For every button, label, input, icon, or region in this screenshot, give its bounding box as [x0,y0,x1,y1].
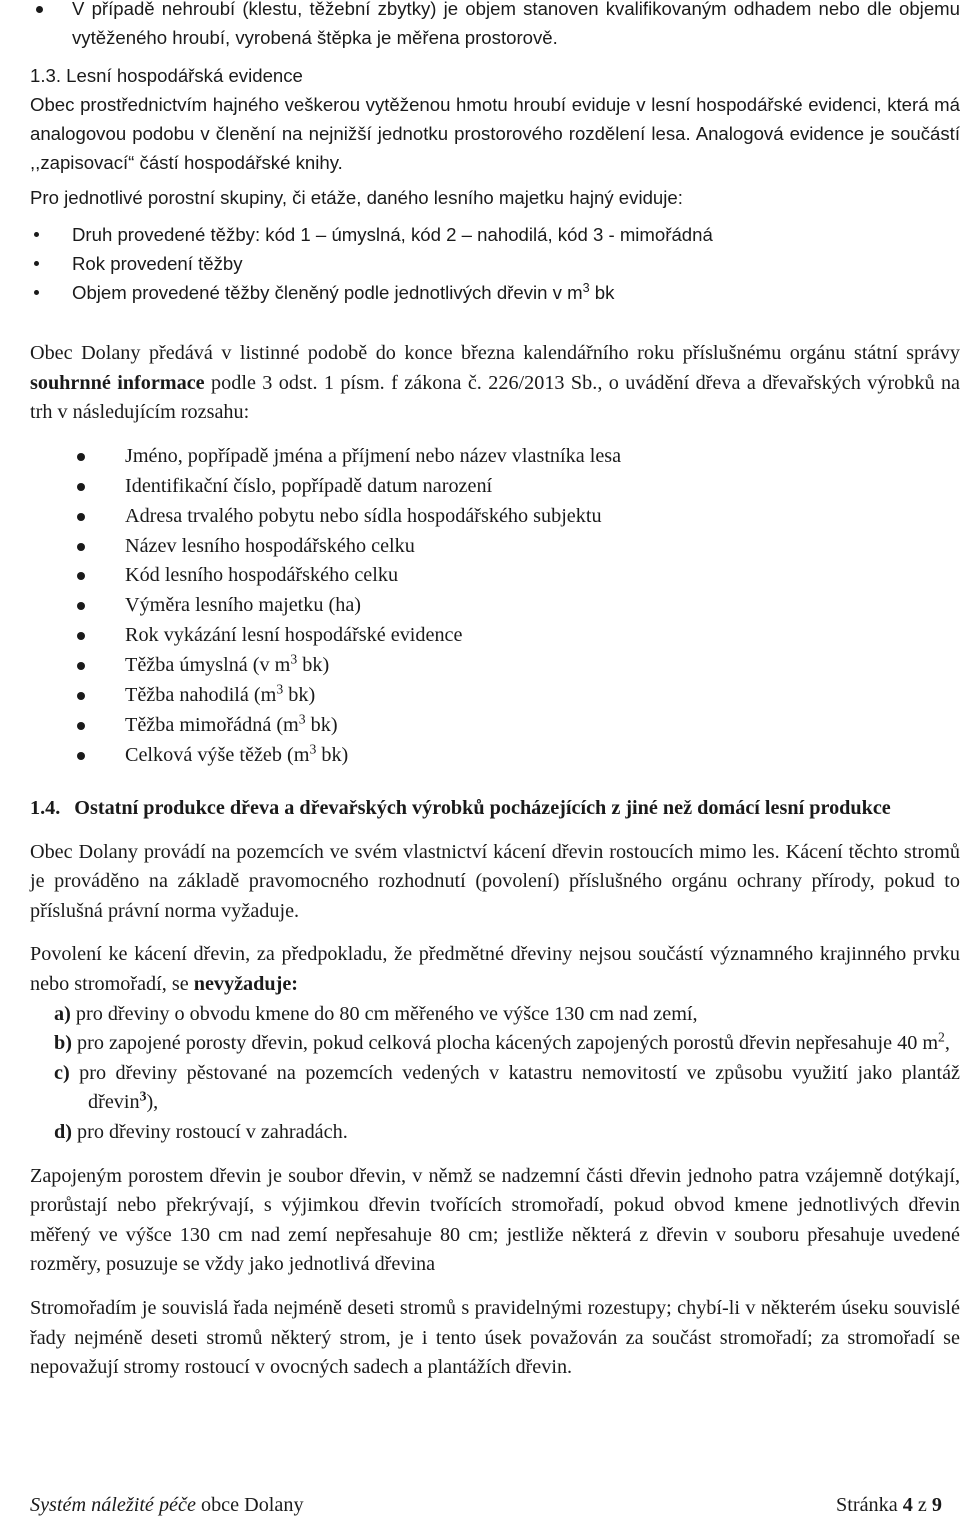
list-item-text: Druh provedené těžby: kód 1 – úmyslná, kód 2 – nahodilá, kód 3 - mimořádná [72,224,713,245]
section-1-4-para1: Obec Dolany provádí na pozemcích ve svém vlastnictví kácení dřevin rostoucích mimo les. Kácení těchto stromů je prováděno na základě pravomocného rozhodnutí (povolení) příslušného orgánu ochrany přírody, pokud to příslušná právní norma vyžaduje. [30,840,960,922]
bullet-icon [77,662,85,670]
condition-text: pro zapojené porosty dřevin, pokud celková plocha kácených zapojených porostů dřevin nepřesahuje 40 m [71,1032,939,1055]
superscript: 3 [290,651,298,667]
list-item [30,681,960,711]
list-item [30,442,960,472]
bullet-icon [77,453,85,461]
list-item-text: Celková výše těžeb (m [125,743,310,766]
bullet-icon [77,513,85,521]
text-run: podle 3 odst. 1 písm. f zákona č. 226/2013 Sb. [204,371,598,394]
text-run: Obec Dolany předává v listinné podobě do konce března kalendářního roku příslušnému orgánu státní správy [30,342,960,364]
list-item [30,249,960,278]
superscript: 3 [139,1088,147,1104]
section-1-4-para2 [30,940,960,999]
bullet-icon [77,692,85,700]
section-1-4 [30,794,960,1383]
bullet-icon [77,752,85,760]
handover-block [30,339,960,771]
evidence-list [30,220,960,307]
condition-tail: , [944,1032,950,1055]
list-item [30,621,960,651]
section-1-3 [30,61,960,315]
bullet-icon [77,572,85,580]
list-item-text: Název lesního hospodářského celku [125,534,415,557]
page-footer [30,1491,942,1521]
section-number: 1.4. [30,797,61,819]
section-1-3-para1: Obec prostřednictvím hajného veškerou vytěženou hmotu hroubí eviduje v lesní hospodářské evidenci, která má analogovou podobu v členění na nejnižší jednotku prostorového rozdělení lesa. Analogová evidence je součástí ,,zapisovací“ částí hospodářské knihy. [30,94,960,173]
list-item [30,711,960,741]
list-item [30,591,960,621]
condition-label: d) [54,1120,72,1143]
superscript: 3 [309,741,317,757]
list-item-text: Výměra lesního majetku (ha) [125,594,362,617]
top-bullet-item [30,0,960,52]
section-1-4-para4: Stromořadím je souvislá řada nejméně deseti stromů s pravidelnými rozestupy; chybí-li v některém úseku souvislé řady nejméně deseti stromů některý strom, je i tento úsek považován za součást stromořadí; za stromořadí se nepovažují stromy rostoucí v ovocných sadech a plantážích dřevin. [30,1296,960,1379]
list-item-tail: bk) [283,684,316,707]
condition-text: pro dřeviny o obvodu kmene do 80 cm měřeného ve výšce 130 cm nad zemí, [70,1002,698,1025]
handover-paragraph [30,339,960,428]
condition-text: pro dřeviny pěstované na pozemcích vedených v katastru nemovitostí ve způsobu využití jako plantáž dřevin [69,1061,960,1114]
top-bullet-text: V případě nehroubí (klestu, těžební zbytky) je objem stanoven kvalifikovaným odhadem nebo dle objemu vytěženého hroubí, vyrobená štěpka je měřena prostorově. [72,0,960,48]
condition-text: pro dřeviny rostoucí v zahradách. [71,1120,348,1143]
condition-a [30,1000,960,1030]
conditions-list [30,1000,960,1148]
section-title: Ostatní produkce dřeva a dřevařských výrobků pocházejících z jiné než domácí lesní produkce [74,797,891,819]
list-item-text: Těžba úmyslná (v m [125,654,291,677]
page-number [836,1491,942,1521]
bullet-icon [36,6,43,13]
bullet-icon [34,261,39,266]
superscript: 2 [938,1029,945,1045]
list-item [30,278,960,307]
bullet-icon [77,602,85,610]
list-item-text: Adresa trvalého pobytu nebo sídla hospodářského subjektu [125,504,602,527]
list-item-text: Kód lesního hospodářského celku [125,564,399,587]
list-item-tail: bk) [316,743,349,766]
section-1-4-para3: Zapojeným porostem dřevin je soubor dřevin, v němž se nadzemní části dřevin jednoho patra vzájemně dotýkají, prorůstají nebo překrývají, s výjimkou dřevin tvořících stromořadí, pokud obvod kmene jednotlivých dřevin měřený ve výšce 130 cm nad zemí nepřesahuje 80 cm; jestliže některá z dřevin v souboru přesahuje uvedené rozměry, posuzuje se vždy jako jednotlivá dřevina [30,1164,960,1276]
bullet-icon [34,232,39,237]
text-run: Povolení ke kácení dřevin, za předpokladu, že předmětné dřeviny nejsou součástí významného krajinného prvku nebo stromořadí, se [30,943,960,995]
section-1-3-para2: Pro jednotlivé porostní skupiny, či etáže, daného lesního majetku hajný eviduje: [30,187,683,208]
bullet-icon [77,722,85,730]
list-item [30,502,960,532]
list-item-text: Identifikační číslo, popřípadě datum narození [125,474,493,497]
list-item-tail: bk [589,282,615,303]
superscript: 3 [276,681,284,697]
condition-label: c) [54,1061,70,1084]
bullet-icon [77,632,85,640]
list-item [30,651,960,681]
condition-c [30,1059,960,1118]
footer-italic: Systém náležité péče [30,1494,196,1516]
list-item [30,561,960,591]
list-item [30,472,960,502]
superscript: 3 [582,281,590,296]
list-item-text: Rok vykázání lesní hospodářské evidence [125,624,463,647]
section-1-4-heading [30,794,960,824]
list-item-text: Rok provedení těžby [72,253,243,274]
footer-left [30,1491,304,1521]
list-item [30,741,960,771]
text-run: , o uvádění dřeva a dřevařských výrobků na trh v následujícím rozsahu: [30,371,960,424]
bullet-icon [34,290,39,295]
condition-d [30,1118,960,1148]
section-1-3-heading: 1.3. Lesní hospodářská evidence [30,65,303,86]
list-item-text: Těžba mimořádná (m [125,713,299,736]
bullet-icon [77,543,85,551]
list-item [30,220,960,249]
page-of: z [912,1494,932,1516]
condition-label: b) [54,1032,72,1055]
list-item [30,532,960,562]
list-item-tail: bk) [305,713,338,736]
page-total: 9 [931,1494,942,1516]
bullet-icon [77,483,85,491]
condition-b [30,1029,960,1059]
list-item-text: Objem provedené těžby členěný podle jednotlivých dřevin v m [72,282,583,303]
condition-tail: ), [146,1091,159,1114]
condition-label: a) [54,1002,71,1025]
bold-text: nevyžaduje: [193,972,299,995]
list-item-text: Těžba nahodilá (m [125,684,277,707]
superscript: 3 [298,711,306,727]
page-label: Stránka [836,1494,903,1516]
footer-text: obce Dolany [195,1494,304,1516]
bold-text: souhrnné informace [30,371,205,394]
page-current: 4 [902,1494,913,1516]
list-item-text: Jméno, popřípadě jména a příjmení nebo název vlastníka lesa [125,444,622,467]
report-items-list [30,442,960,771]
list-item-tail: bk) [297,654,330,677]
